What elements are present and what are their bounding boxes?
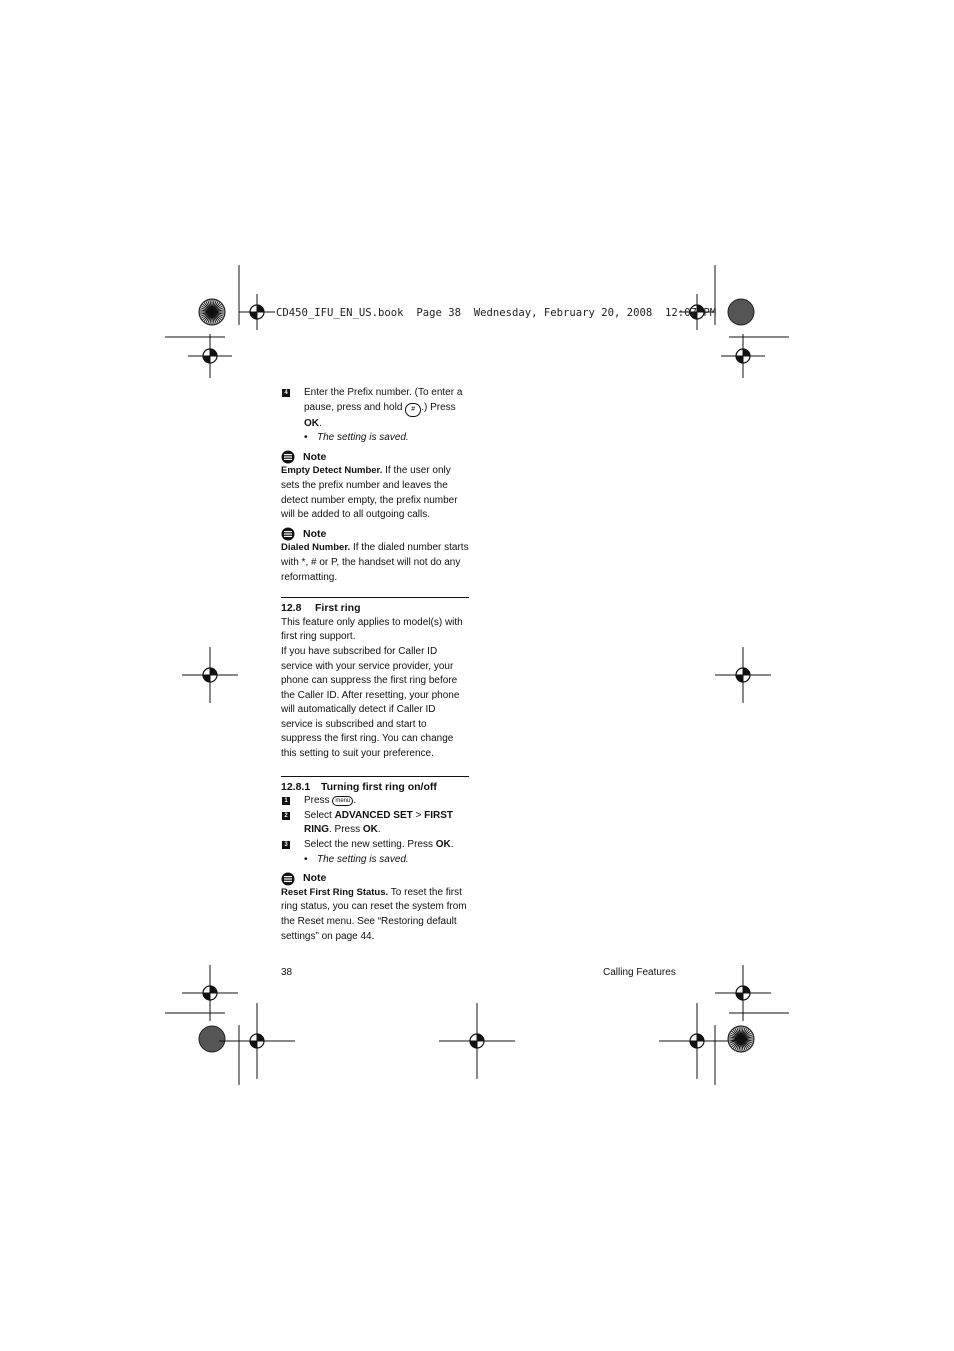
subsection-heading: 12.8.1 Turning first ring on/off (281, 776, 469, 795)
step-4: 4 Enter the Prefix number. (To enter a pause, press and hold # .) Press OK. (281, 386, 469, 431)
note-heading: Note (281, 527, 469, 542)
note-heading: Note (281, 450, 469, 465)
chapter-name: Calling Features (603, 967, 676, 978)
note-empty-detect: Empty Detect Number. If the user only sets the prefix number and leaves the detect number empty, the prefix number will be added to all outgoing calls. (281, 465, 458, 521)
step-number: 4 (282, 389, 290, 397)
density-patch (728, 299, 754, 325)
step-number: 1 (282, 797, 290, 805)
note-reset-first-ring: Reset First Ring Status. To reset the first ring status, you can reset the system from the Reset menu. See “Restoring default settings” on page 44. (281, 886, 467, 942)
content-column (281, 386, 469, 944)
note-icon (281, 450, 295, 464)
step-number: 3 (282, 841, 290, 849)
page-number: 38 (281, 967, 293, 978)
step-3-result: • The setting is saved. (281, 853, 469, 868)
step-number: 2 (282, 812, 290, 820)
section-heading: 12.8 First ring (281, 597, 469, 616)
step-2: 2 Select ADVANCED SET > FIRST RING. Press OK. (281, 809, 469, 838)
step-3: 3 Select the new setting. Press OK. (281, 838, 469, 853)
section-para-1: This feature only applies to model(s) with first ring support. (281, 616, 463, 643)
print-header: CD450_IFU_EN_US.book Page 38 Wednesday, February 20, 2008 12:07 PM (276, 307, 717, 319)
note-icon (281, 527, 295, 541)
note-dialed-number: Dialed Number. If the dialed number starts with *, # or P, the handset will not do any reformatting. (281, 542, 469, 583)
section-para-2: If you have subscribed for Caller ID service with your service provider, your phone can suppress the first ring before the Caller ID. After resetting, your phone will automatically detect if Caller ID service is subscribed and start to suppress the first ring. You can change this setting to suit your preference. (281, 645, 460, 760)
note-icon (281, 872, 295, 886)
menu-key-icon: menu (332, 796, 353, 806)
note-heading: Note (281, 871, 469, 886)
step-1: 1 Press menu . (281, 794, 469, 809)
hash-key-icon: # (405, 403, 421, 417)
step-4-result: • The setting is saved. (281, 431, 469, 446)
density-patch (199, 1026, 225, 1052)
